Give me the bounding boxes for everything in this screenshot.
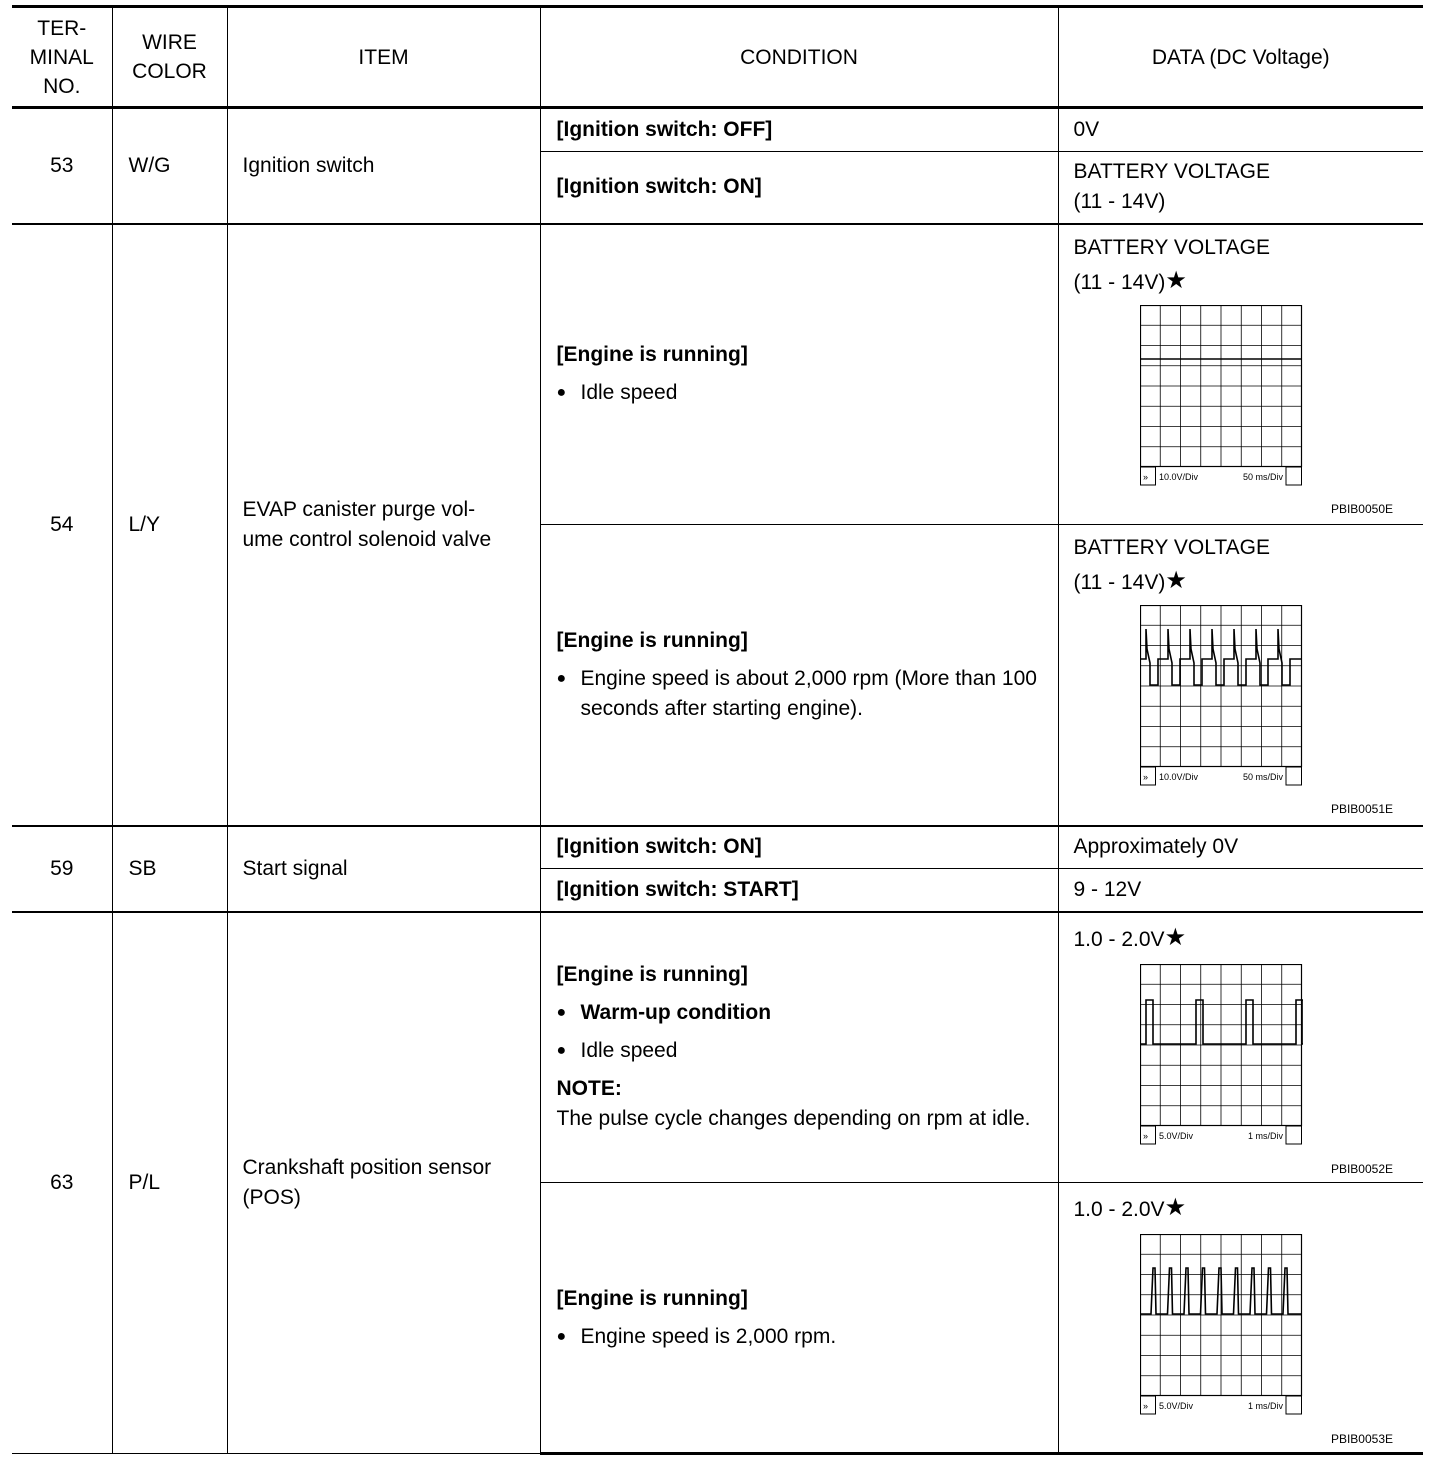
time-per-div: 1 ms/Div	[1247, 1130, 1283, 1141]
condition-heading: [Engine is running]	[556, 963, 748, 987]
figure-code: PBIB0051E	[1330, 802, 1393, 816]
scope-marker-icon: »	[1142, 772, 1148, 782]
figure-code: PBIB0052E	[1330, 1161, 1393, 1176]
condition-cell	[540, 869, 1058, 912]
header-item: ITEM	[227, 7, 540, 108]
note-text: The pulse cycle changes depending on rpm at idle.	[556, 1107, 1031, 1131]
bullet-icon: ●	[556, 384, 567, 402]
scope-marker-icon: »	[1142, 471, 1148, 482]
star-icon: ★	[1165, 266, 1187, 294]
scope-grid	[1140, 305, 1302, 467]
condition-cell	[540, 224, 1058, 525]
time-per-div: 50 ms/Div	[1242, 772, 1283, 782]
wire-color: W/G	[112, 108, 227, 224]
scope-grid	[1140, 1234, 1302, 1396]
condition-heading: [Ignition switch: START]	[556, 877, 799, 901]
wire-color: P/L	[112, 912, 227, 1454]
note-heading: NOTE:	[556, 1077, 622, 1101]
item-name: Crankshaft position sensor (POS)	[227, 912, 540, 1454]
table-row	[12, 826, 1423, 869]
figure-code: PBIB0053E	[1330, 1432, 1393, 1446]
bullet-icon: ●	[556, 669, 567, 687]
star-icon: ★	[1164, 923, 1187, 951]
header-wire-color: WIRE COLOR	[112, 7, 227, 108]
terminal-number: 54	[12, 224, 112, 826]
condition-cell	[540, 912, 1058, 1183]
bullet-icon: ●	[556, 1327, 567, 1345]
bullet-icon: ●	[556, 1004, 567, 1022]
terminal-number: 53	[12, 108, 112, 224]
oscilloscope-waveform	[1140, 964, 1303, 1145]
scope-marker-icon: »	[1142, 1130, 1148, 1141]
data-value: (11 - 14V)	[1073, 571, 1166, 594]
time-per-div: 50 ms/Div	[1242, 471, 1283, 482]
data-value: 1.0 - 2.0V	[1073, 927, 1165, 951]
scope-scale-labels	[1140, 767, 1301, 785]
bullet-text: Idle speed	[580, 1039, 678, 1063]
item-name: Ignition switch	[227, 108, 540, 224]
condition-heading: [Engine is running]	[556, 1286, 748, 1310]
header-row	[12, 7, 1423, 108]
header-terminal-no: TER- MINAL NO.	[12, 7, 112, 108]
condition-cell	[540, 525, 1058, 826]
data-value: 9 - 12V	[1058, 869, 1423, 912]
condition-bullet	[557, 664, 1046, 724]
terminal-number: 59	[12, 826, 112, 912]
item-name: Start signal	[227, 826, 540, 912]
terminal-number: 63	[12, 912, 112, 1454]
volts-per-div: 5.0V/Div	[1158, 1130, 1193, 1141]
scope-scale-labels	[1140, 467, 1301, 485]
condition-cell	[540, 1183, 1058, 1454]
data-value: 0V	[1058, 108, 1423, 152]
data-cell	[1058, 1183, 1423, 1454]
condition-heading: [Engine is running]	[556, 343, 748, 367]
oscilloscope-waveform	[1140, 1234, 1303, 1415]
condition-bullet	[557, 998, 1046, 1028]
table-row	[12, 224, 1423, 525]
scope-scale-labels	[1140, 1396, 1301, 1414]
volts-per-div: 10.0V/Div	[1158, 471, 1198, 482]
scope-scale-labels	[1140, 1126, 1301, 1144]
bullet-text: Warm-up condition	[580, 1001, 772, 1025]
item-name: EVAP canister purge vol- ume control solenoid valve	[227, 224, 540, 826]
volts-per-div: 10.0V/Div	[1158, 772, 1198, 782]
terminal-data-table	[12, 5, 1423, 1455]
star-icon: ★	[1165, 567, 1187, 594]
bullet-text: Engine speed is 2,000 rpm.	[580, 1324, 837, 1348]
condition-bullet	[557, 1322, 1046, 1352]
oscilloscope-waveform	[1140, 305, 1303, 486]
wire-color: SB	[112, 826, 227, 912]
figure-code: PBIB0050E	[1330, 501, 1393, 516]
condition-heading: [Ignition switch: OFF]	[556, 118, 773, 141]
scope-grid	[1140, 964, 1302, 1126]
condition-heading: [Ignition switch: ON]	[556, 175, 762, 199]
data-cell	[1058, 912, 1423, 1183]
bullet-text: Engine speed is about 2,000 rpm (More than 100 seconds after starting engine).	[580, 666, 1037, 720]
header-condition: CONDITION	[540, 7, 1058, 108]
volts-per-div: 5.0V/Div	[1158, 1401, 1193, 1411]
table-row	[12, 108, 1423, 152]
star-icon: ★	[1164, 1194, 1187, 1221]
condition-heading: [Ignition switch: ON]	[556, 835, 762, 859]
data-value: Approximately 0V	[1058, 826, 1423, 869]
data-value: BATTERY VOLTAGE	[1073, 536, 1270, 559]
data-cell	[1058, 525, 1423, 826]
condition-cell	[540, 152, 1058, 224]
bullet-text: Idle speed	[580, 381, 678, 405]
data-value: (11 - 14V)	[1073, 270, 1166, 294]
data-cell	[1058, 224, 1423, 525]
condition-heading: [Engine is running]	[556, 628, 748, 652]
data-value: 1.0 - 2.0V	[1073, 1198, 1165, 1221]
wire-color: L/Y	[112, 224, 227, 826]
scope-marker-icon: »	[1142, 1401, 1148, 1411]
header-data: DATA (DC Voltage)	[1058, 7, 1423, 108]
table-row	[12, 912, 1423, 1183]
data-value: BATTERY VOLTAGE	[1073, 235, 1270, 259]
condition-cell	[540, 108, 1058, 152]
data-value: BATTERY VOLTAGE (11 - 14V)	[1058, 152, 1423, 224]
condition-bullet	[557, 378, 1046, 408]
condition-cell	[540, 826, 1058, 869]
bullet-icon: ●	[556, 1042, 567, 1060]
oscilloscope-waveform	[1140, 605, 1303, 786]
condition-bullet	[557, 1036, 1046, 1066]
time-per-div: 1 ms/Div	[1247, 1401, 1283, 1411]
